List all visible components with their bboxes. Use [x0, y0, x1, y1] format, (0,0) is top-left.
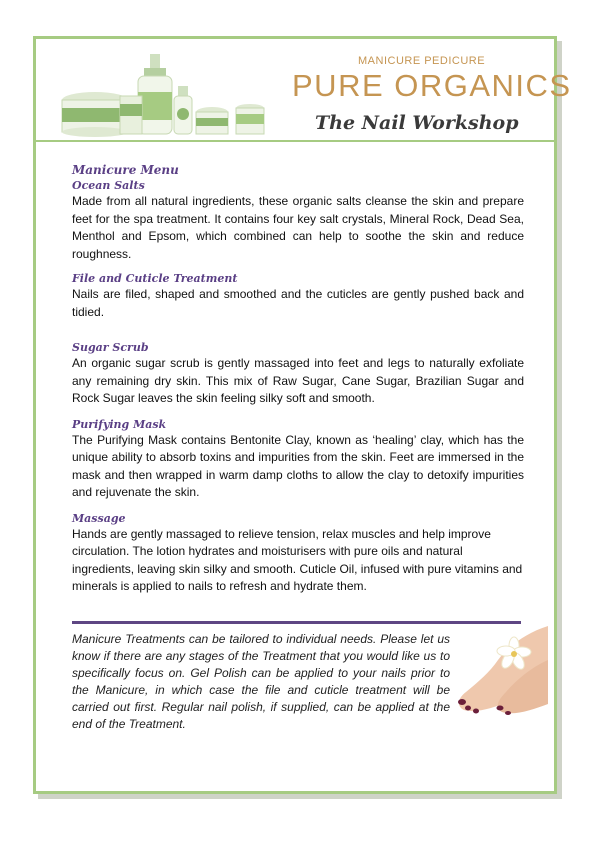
section-massage [72, 511, 524, 596]
brand-subtitle: MANICURE PEDICURE [358, 55, 486, 67]
menu-content [72, 162, 524, 596]
section-title: Ocean Salts [72, 179, 145, 192]
feet-image [448, 618, 548, 718]
section-text: The Purifying Mask contains Bentonite Clay, known as ‘healing’ clay, which has the unique ability to absorb toxins and impurities from the skin. Feet are immersed in the mask and then wrapped in warm damp cloths to allow the clay to detoxify impurities and rejuvenate the skin. [72, 432, 524, 499]
section-text: Hands are gently massaged to relieve tension, relax muscles and help improve circulation. The lotion hydrates and moisturisers with pure oils and natural ingredients, leaving skin silky and smooth. Cuticle Oil, infused with pure vitamins and minerals is applied to nails to refresh and hydrate them. [72, 526, 523, 593]
section-text: Nails are filed, shaped and smoothed and the cuticles are gently pushed back and tidied. [72, 287, 524, 319]
section-file-cuticle [72, 271, 524, 321]
menu-title: Manicure Menu [72, 163, 179, 177]
section-purifying-mask [72, 417, 524, 502]
section-title: Massage [72, 511, 126, 525]
feet-illustration [448, 618, 548, 718]
section-title: File and Cuticle Treatment [72, 272, 238, 285]
treatment-note: Manicure Treatments can be tailored to individual needs. Please let us know if there are any stages of the Treatment that you would like us to specifically focus on. Gel Polish can be applied to your nails prior to the Manicure, in which case the file and cuticle treatment will be carried out first. Regular nail polish, if supplied, can be applied at the end of the Treatment. [72, 632, 450, 731]
section-title: Sugar Scrub [72, 341, 149, 354]
section-text: Made from all natural ingredients, these organic salts cleanse the skin and prepare feet for the spa treatment. It contains four key salt crystals, Mineral Rock, Dead Sea, Menthol and Epsom, which combined can help to soothe the skin and reduce roughness. [72, 194, 524, 261]
brand-tagline: The Nail Workshop [315, 112, 519, 134]
section-sugar-scrub [72, 340, 524, 408]
product-jars-illustration [60, 48, 265, 138]
header-divider [36, 140, 554, 142]
section-text: An organic sugar scrub is gently massaged into feet and legs to naturally exfoliate any remaining dry skin. This mix of Raw Sugar, Cane Sugar, Brazilian Sugar and Rock Sugar leaves the skin feeling silky soft and smooth. [72, 356, 524, 405]
product-image [60, 48, 265, 138]
section-title: Purifying Mask [72, 417, 167, 431]
brand-name: PURE ORGANICS [292, 68, 572, 103]
section-ocean-salts [72, 178, 524, 263]
